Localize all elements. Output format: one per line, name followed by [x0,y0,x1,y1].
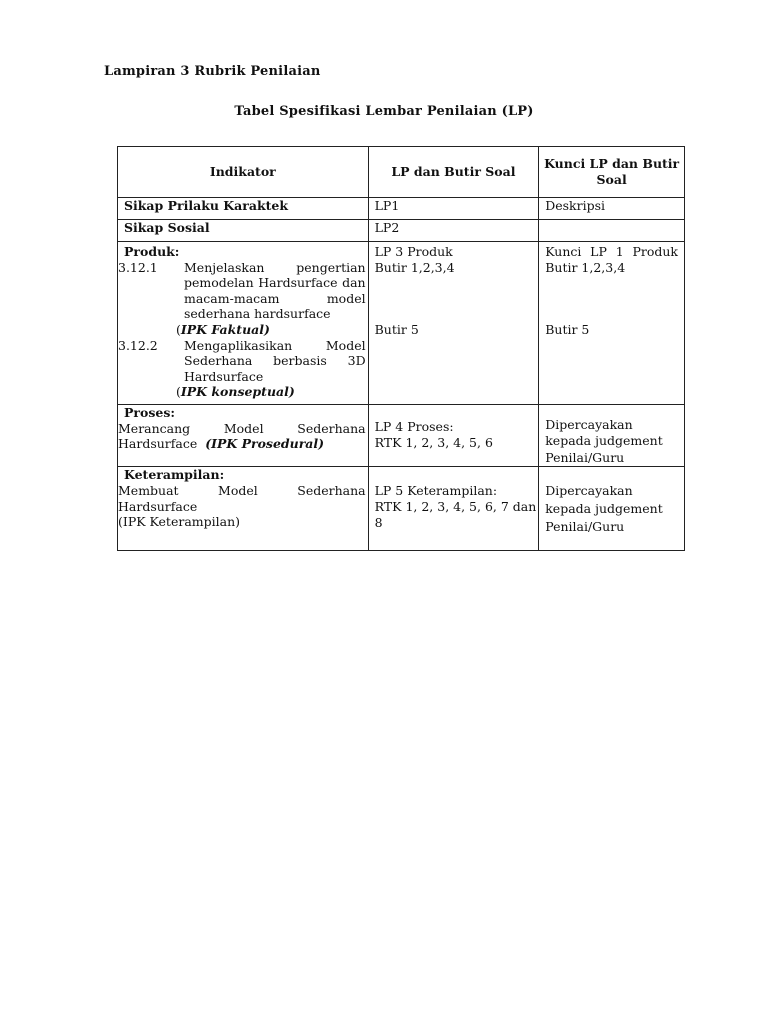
indicator-cell [118,242,369,405]
key-cell: Dipercayakan kepada judgement Penilai/Guru [539,404,685,467]
indicator-label: Sikap Prilaku Karaktek [124,198,289,213]
appendix-heading: Lampiran 3 Rubrik Penilaian [104,64,321,79]
item-text: Mengaplikasikan Model Sederhana berbasis 3D Hardsurface [184,337,366,384]
table-row-sikap-sosial [118,220,685,242]
lp-line: Butir 5 [374,322,419,338]
lp-line: RTK 1, 2, 3, 4, 5, 6, 7 dan 8 [374,499,537,530]
header-lp-butir: LP dan Butir Soal [368,147,539,198]
ipk-open: ( [176,384,181,400]
assessment-spec-table [117,146,685,551]
lp-cell: LP2 [368,220,539,242]
header-kunci: Kunci LP dan Butir Soal [539,147,685,198]
indicator-text: Merancang Model Sederhana Hardsurface (IPK Prosedural) [118,420,366,452]
item-number: 3.12.1 [118,259,158,275]
lp-cell [368,404,539,467]
indicator-cell [118,404,369,467]
lp-line: Butir 1,2,3,4 [374,259,455,275]
ipk-open: ( [176,321,181,337]
lp-cell [368,467,539,550]
lp-line: LP 5 Keterampilan: [374,483,498,499]
ipk-line [118,384,366,400]
indicator-item [118,338,366,385]
table-row-keterampilan [118,467,685,550]
lp-line: LP 3 Produk [374,244,453,259]
lp-cell [368,242,539,405]
ipk-konseptual: IPK konseptual) [180,384,295,400]
table-row-produk [118,242,685,405]
table-row-sikap-prilaku [118,198,685,220]
table-row-proses [118,404,685,467]
key-cell: Deskripsi [539,198,685,220]
section-label-proses: Proses: [124,404,175,420]
indicator-label: Sikap Sosial [124,220,210,235]
key-line: Butir 5 [545,322,590,338]
table-header-row [118,147,685,198]
ipk-prosedural: (IPK Prosedural) [205,436,325,452]
ipk-faktual: IPK Faktual) [180,321,270,337]
indicator-text: Membuat Model Sederhana Hardsurface [118,483,366,514]
section-label-keterampilan: Keterampilan: [124,467,225,483]
indicator-item [118,260,366,322]
ipk-line [118,322,366,338]
header-indikator: Indikator [118,147,369,198]
ipk-line: (IPK Keterampilan) [118,514,241,530]
indicator-cell [118,198,369,220]
lp-line: LP 4 Proses: [374,418,454,434]
lp-line: RTK 1, 2, 3, 4, 5, 6 [374,434,493,450]
indicator-cell [118,467,369,550]
section-label-produk: Produk: [124,244,180,259]
indicator-cell [118,220,369,242]
item-text: Menjelaskan pengertian pemodelan Hardsurface dan macam-macam model sederhana hardsurface [184,259,366,322]
table-title: Tabel Spesifikasi Lembar Penilaian (LP) [234,104,534,119]
key-cell [539,220,685,242]
item-number: 3.12.2 [118,337,158,353]
lp-cell: LP1 [368,198,539,220]
key-cell [539,242,685,405]
key-line: Kunci LP 1 Produk Butir 1,2,3,4 [545,244,678,275]
key-cell: Dipercayakan kepada judgement Penilai/Guru [539,467,685,550]
